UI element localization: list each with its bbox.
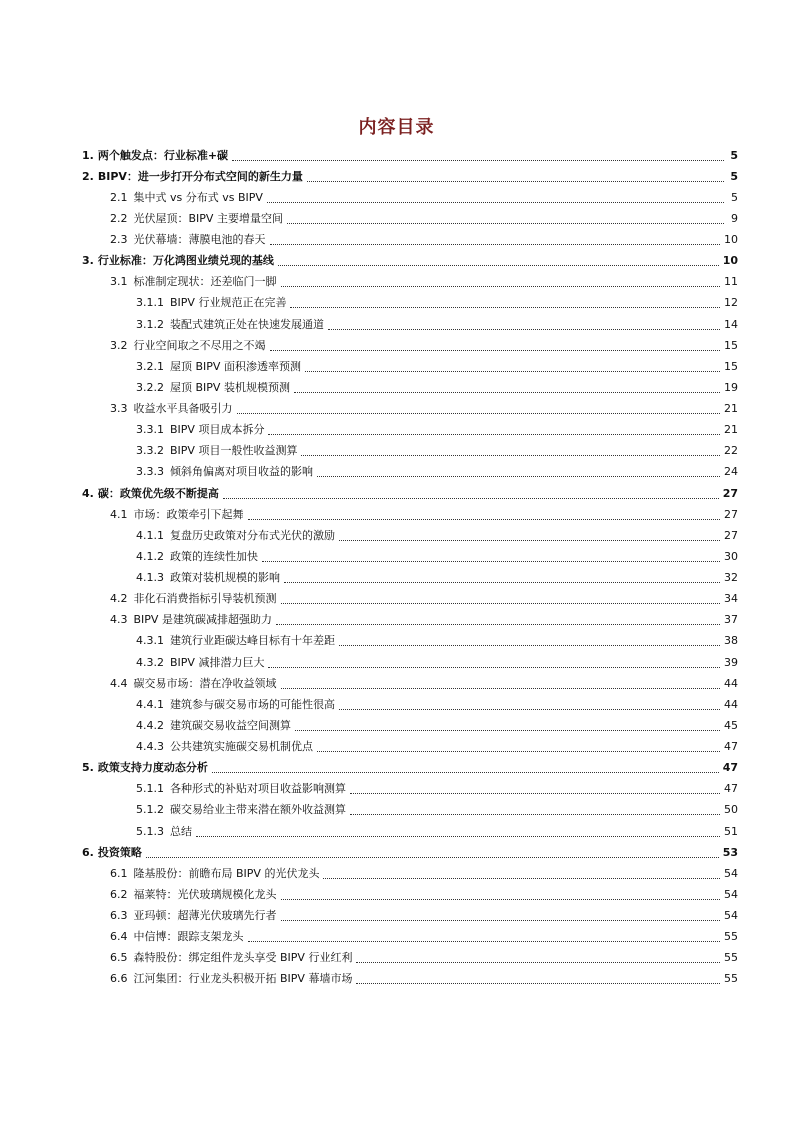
toc-entry-page: 47 — [724, 740, 738, 754]
toc-entry-label: 江河集团：行业龙头积极开拓 BIPV 幕墙市场 — [133, 972, 353, 986]
toc-entry[interactable] — [82, 715, 738, 736]
toc-entry-label: 碳交易给业主带来潜在额外收益测算 — [170, 803, 346, 817]
toc-entry-page: 38 — [724, 634, 738, 648]
toc-entry-page: 55 — [724, 972, 738, 986]
toc-entry-number: 2. — [82, 169, 94, 183]
dot-leader — [339, 539, 720, 541]
toc-entry[interactable] — [82, 652, 738, 673]
toc-entry[interactable] — [82, 568, 738, 589]
dot-leader — [232, 159, 724, 161]
toc-entry[interactable] — [82, 906, 738, 927]
toc-entry-number: 6.6 — [110, 972, 128, 986]
dot-leader — [270, 243, 721, 245]
toc-entry-number: 3.1 — [110, 275, 128, 289]
toc-entry[interactable] — [82, 377, 738, 398]
toc-entry-label: BIPV 减排潜力巨大 — [170, 655, 265, 669]
toc-entry-page: 10 — [722, 254, 738, 268]
toc-entry-label: 建筑参与碳交易市场的可能性很高 — [170, 697, 335, 711]
toc-entry-page: 50 — [724, 803, 738, 817]
dot-leader — [323, 877, 720, 879]
toc-entry-number: 4.1.2 — [136, 549, 164, 563]
toc-entry-page: 21 — [724, 423, 738, 437]
toc-entry-number: 3.2.1 — [136, 359, 164, 373]
toc-entry-page: 5 — [730, 148, 738, 162]
toc-entry[interactable] — [82, 504, 738, 525]
dot-leader — [237, 412, 721, 414]
dot-leader — [262, 560, 720, 562]
dot-leader — [281, 898, 721, 900]
toc-entry-label: BIPV 项目一般性收益测算 — [170, 444, 298, 458]
toc-entry-page: 11 — [724, 275, 738, 289]
dot-leader — [339, 644, 720, 646]
dot-leader — [267, 201, 724, 203]
toc-entry-number: 3.3.3 — [136, 465, 164, 479]
dot-leader — [196, 835, 720, 837]
toc-entry-number: 2.3 — [110, 233, 128, 247]
toc-entry-page: 22 — [724, 444, 738, 458]
toc-entry-number: 6.2 — [110, 887, 128, 901]
toc-entry-number: 4.4.3 — [136, 740, 164, 754]
toc-entry-label: 中信博：跟踪支架龙头 — [133, 930, 244, 944]
dot-leader — [339, 708, 720, 710]
dot-leader — [268, 433, 720, 435]
toc-entry-label: 总结 — [170, 824, 192, 838]
toc-entry-page: 27 — [724, 507, 738, 521]
toc-entry-label: 市场：政策牵引下起舞 — [133, 507, 244, 521]
toc-entry-number: 2.2 — [110, 211, 128, 225]
dot-leader — [281, 919, 721, 921]
toc-entry-label: 屋顶 BIPV 装机规模预测 — [170, 380, 290, 394]
toc-entry[interactable] — [82, 462, 738, 483]
dot-leader — [317, 750, 720, 752]
toc-entry-label: BIPV：进一步打开分布式空间的新生力量 — [97, 169, 303, 183]
dot-leader — [268, 666, 720, 668]
dot-leader — [295, 729, 720, 731]
toc-entry-page: 19 — [724, 380, 738, 394]
toc-entry[interactable] — [82, 694, 738, 715]
toc-entry-page: 44 — [724, 676, 738, 690]
toc-entry[interactable] — [82, 948, 738, 969]
toc-entry[interactable] — [82, 884, 738, 905]
toc-entry-number: 3.3.2 — [136, 444, 164, 458]
toc-entry-page: 5 — [730, 169, 738, 183]
toc-entry[interactable] — [82, 842, 738, 863]
toc-entry-label: 政策的连续性加快 — [170, 549, 258, 563]
toc-entry-label: 光伏幕墙：薄膜电池的春天 — [133, 233, 266, 247]
dot-leader — [281, 687, 721, 689]
toc-entry-page: 27 — [724, 528, 738, 542]
toc-entry-label: 福莱特：光伏玻璃规模化龙头 — [133, 887, 277, 901]
toc-entry-number: 4.3 — [110, 613, 128, 627]
toc-entry[interactable] — [82, 758, 738, 779]
toc-entry-page: 45 — [724, 718, 738, 732]
toc-entry-page: 12 — [724, 296, 738, 310]
toc-entry-label: 倾斜角偏离对项目收益的影响 — [170, 465, 313, 479]
toc-entry-page: 30 — [724, 549, 738, 563]
toc-entry-page: 24 — [724, 465, 738, 479]
toc-entry-label: 建筑行业距碳达峰目标有十年差距 — [170, 634, 335, 648]
toc-entry-label: 政策对装机规模的影响 — [170, 571, 280, 585]
toc-entry[interactable] — [82, 314, 738, 335]
toc-entry-label: 碳交易市场：潜在净收益领域 — [133, 676, 277, 690]
toc-entry-number: 3. — [82, 254, 94, 268]
toc-entry[interactable] — [82, 631, 738, 652]
toc-entry-label: 碳：政策优先级不断提高 — [97, 486, 219, 500]
toc-entry-page: 34 — [724, 592, 738, 606]
toc-entry-label: 两个触发点：行业标准+碳 — [97, 148, 229, 162]
table-of-contents — [82, 145, 738, 990]
toc-entry-number: 6.3 — [110, 909, 128, 923]
toc-entry[interactable] — [82, 610, 738, 631]
toc-entry-page: 21 — [724, 402, 738, 416]
dot-leader — [270, 349, 721, 351]
toc-entry-label: 标准制定现状：还差临门一脚 — [133, 275, 277, 289]
toc-entry[interactable] — [82, 399, 738, 420]
toc-entry-number: 3.1.1 — [136, 296, 164, 310]
dot-leader — [284, 581, 720, 583]
toc-entry-label: 建筑碳交易收益空间测算 — [170, 718, 291, 732]
toc-entry-number: 3.1.2 — [136, 317, 164, 331]
toc-entry-number: 3.2.2 — [136, 380, 164, 394]
dot-leader — [248, 940, 721, 942]
toc-entry-number: 4.4 — [110, 676, 128, 690]
toc-entry-number: 6.4 — [110, 930, 128, 944]
toc-entry-page: 15 — [724, 359, 738, 373]
toc-entry[interactable] — [82, 293, 738, 314]
toc-entry[interactable] — [82, 525, 738, 546]
toc-entry[interactable] — [82, 863, 738, 884]
toc-entry-number: 3.3 — [110, 402, 128, 416]
toc-entry-page: 9 — [731, 211, 738, 225]
toc-entry-page: 54 — [724, 887, 738, 901]
toc-entry-number: 1. — [82, 148, 94, 162]
toc-entry-number: 5. — [82, 761, 94, 775]
dot-leader — [356, 982, 720, 984]
toc-entry[interactable] — [82, 441, 738, 462]
toc-entry-label: 各种形式的补贴对项目收益影响测算 — [170, 782, 346, 796]
toc-entry-label: 公共建筑实施碳交易机制优点 — [170, 740, 313, 754]
toc-entry-page: 53 — [722, 845, 738, 859]
dot-leader — [305, 370, 720, 372]
toc-entry-page: 39 — [724, 655, 738, 669]
toc-entry[interactable] — [82, 483, 738, 504]
toc-entry-number: 4.3.2 — [136, 655, 164, 669]
toc-entry-label: 收益水平具备吸引力 — [133, 402, 233, 416]
toc-entry-page: 37 — [724, 613, 738, 627]
toc-entry[interactable] — [82, 208, 738, 229]
dot-leader — [223, 497, 719, 499]
toc-entry[interactable] — [82, 779, 738, 800]
toc-entry-label: 隆基股份：前瞻布局 BIPV 的光伏龙头 — [133, 866, 320, 880]
toc-entry-number: 3.3.1 — [136, 423, 164, 437]
toc-entry[interactable] — [82, 821, 738, 842]
toc-entry-number: 4.3.1 — [136, 634, 164, 648]
toc-entry-label: 行业空间取之不尽用之不竭 — [133, 338, 266, 352]
dot-leader — [350, 792, 720, 794]
dot-leader — [281, 602, 721, 604]
toc-entry[interactable] — [82, 251, 738, 272]
dot-leader — [328, 328, 720, 330]
toc-entry[interactable] — [82, 272, 738, 293]
toc-entry[interactable] — [82, 546, 738, 567]
toc-entry-page: 27 — [722, 486, 738, 500]
toc-entry-page: 54 — [724, 866, 738, 880]
dot-leader — [350, 813, 720, 815]
toc-entry-label: 政策支持力度动态分析 — [97, 761, 208, 775]
dot-leader — [278, 264, 719, 266]
dot-leader — [276, 623, 720, 625]
toc-entry-number: 2.1 — [110, 190, 128, 204]
toc-entry-label: BIPV 项目成本拆分 — [170, 423, 265, 437]
toc-entry-label: 行业标准：万化鸿图业绩兑现的基线 — [97, 254, 274, 268]
dot-leader — [317, 475, 720, 477]
toc-entry-number: 4.4.1 — [136, 697, 164, 711]
toc-entry-label: BIPV 行业规范正在完善 — [170, 296, 287, 310]
toc-entry-page: 55 — [724, 930, 738, 944]
dot-leader — [294, 391, 720, 393]
toc-entry[interactable] — [82, 737, 738, 758]
toc-entry-number: 4. — [82, 486, 94, 500]
dot-leader — [356, 961, 720, 963]
toc-entry-label: 投资策略 — [97, 845, 142, 859]
toc-entry-label: 非化石消费指标引导装机预测 — [133, 592, 277, 606]
toc-entry-page: 15 — [724, 338, 738, 352]
toc-entry-number: 4.1.3 — [136, 571, 164, 585]
toc-entry-label: 光伏屋顶：BIPV 主要增量空间 — [133, 211, 283, 225]
toc-entry[interactable] — [82, 230, 738, 251]
toc-entry[interactable] — [82, 927, 738, 948]
toc-entry-label: 亚玛顿：超薄光伏玻璃先行者 — [133, 909, 277, 923]
toc-entry-label: 复盘历史政策对分布式光伏的激励 — [170, 528, 335, 542]
dot-leader — [281, 285, 721, 287]
toc-entry-page: 47 — [722, 761, 738, 775]
toc-entry[interactable] — [82, 589, 738, 610]
toc-entry-number: 4.1 — [110, 507, 128, 521]
toc-entry[interactable] — [82, 145, 738, 166]
toc-entry-page: 44 — [724, 697, 738, 711]
toc-entry-label: 森特股份：绑定组件龙头享受 BIPV 行业红利 — [133, 951, 353, 965]
toc-entry-number: 3.2 — [110, 338, 128, 352]
dot-leader — [287, 222, 724, 224]
toc-entry[interactable] — [82, 969, 738, 990]
toc-entry-number: 4.2 — [110, 592, 128, 606]
toc-entry-page: 51 — [724, 824, 738, 838]
toc-entry-page: 14 — [724, 317, 738, 331]
toc-entry-number: 5.1.2 — [136, 803, 164, 817]
toc-entry-number: 4.1.1 — [136, 528, 164, 542]
dot-leader — [248, 518, 721, 520]
toc-entry[interactable] — [82, 166, 738, 187]
toc-entry-number: 6.1 — [110, 866, 128, 880]
toc-entry-page: 5 — [731, 190, 738, 204]
toc-title: 内容目录 — [358, 117, 435, 138]
toc-entry-page: 32 — [724, 571, 738, 585]
dot-leader — [146, 856, 719, 858]
toc-entry-label: BIPV 是建筑碳减排超强助力 — [133, 613, 272, 627]
toc-entry-page: 54 — [724, 909, 738, 923]
dot-leader — [307, 180, 724, 182]
toc-entry-number: 6.5 — [110, 951, 128, 965]
toc-entry-page: 55 — [724, 951, 738, 965]
toc-entry-page: 47 — [724, 782, 738, 796]
dot-leader — [212, 771, 719, 773]
toc-entry-page: 10 — [724, 233, 738, 247]
toc-entry-label: 集中式 vs 分布式 vs BIPV — [133, 190, 263, 204]
toc-entry[interactable] — [82, 420, 738, 441]
dot-leader — [290, 306, 720, 308]
toc-entry[interactable] — [82, 800, 738, 821]
toc-entry-number: 5.1.1 — [136, 782, 164, 796]
toc-entry[interactable] — [82, 673, 738, 694]
toc-entry-label: 屋顶 BIPV 面积渗透率预测 — [170, 359, 301, 373]
toc-entry-number: 4.4.2 — [136, 718, 164, 732]
toc-entry[interactable] — [82, 356, 738, 377]
toc-entry-number: 6. — [82, 845, 94, 859]
toc-entry[interactable] — [82, 335, 738, 356]
dot-leader — [301, 454, 720, 456]
toc-entry-number: 5.1.3 — [136, 824, 164, 838]
toc-entry-label: 装配式建筑正处在快速发展通道 — [170, 317, 324, 331]
toc-entry[interactable] — [82, 187, 738, 208]
